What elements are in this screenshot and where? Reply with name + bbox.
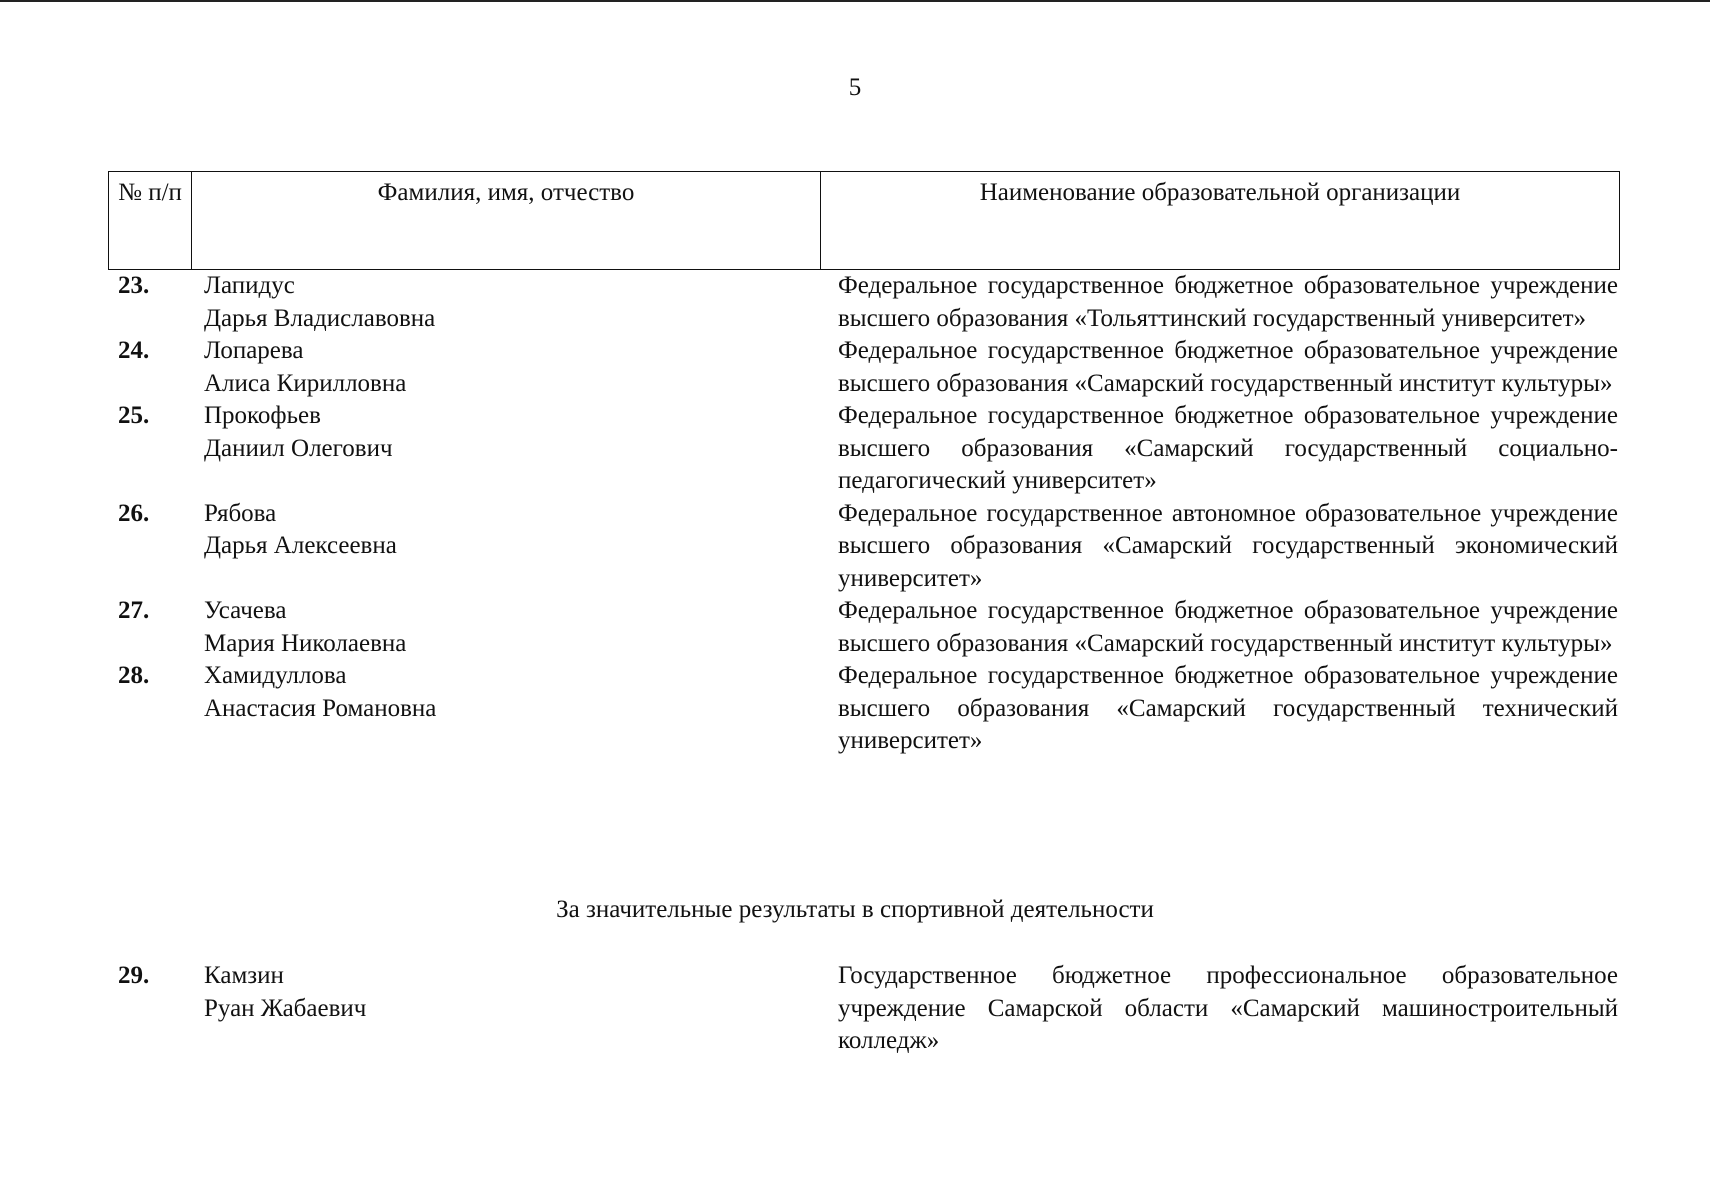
- person-name: [190, 335, 818, 400]
- row-number: 29.: [118, 962, 150, 989]
- surname: Рябова: [204, 499, 277, 527]
- given-names: Алиса Кирилловна: [204, 369, 407, 397]
- surname: Камзин: [204, 962, 284, 989]
- organization-name: Федеральное государственное автономное образовательное учреждение высшего образования «Самарский государственный экономический университет»: [838, 499, 1618, 592]
- page-number: 5: [848, 74, 862, 101]
- person-name: [190, 498, 818, 596]
- table-row: [108, 960, 1620, 1058]
- table-body-sport: [108, 960, 1620, 1058]
- organization-name: Федеральное государственное бюджетное образовательное учреждение высшего образования «Тольяттинский государственный университет»: [838, 272, 1618, 332]
- table-body: [108, 270, 1620, 758]
- header-name: Фамилия, имя, отчество: [192, 172, 821, 269]
- row-number: 27.: [118, 597, 150, 624]
- surname: Усачева: [204, 597, 287, 624]
- surname: Прокофьев: [204, 402, 321, 429]
- given-names: Мария Николаевна: [204, 629, 407, 657]
- person-name: [190, 400, 818, 498]
- table-row: [108, 660, 1620, 758]
- row-number: 25.: [118, 402, 150, 429]
- organization-name: Федеральное государственное бюджетное образовательное учреждение высшего образования «Самарский государственный технический университет»: [838, 662, 1618, 754]
- organization-name: Федеральное государственное бюджетное образовательное учреждение высшего образования «Самарский государственный институт культуры»: [838, 337, 1618, 397]
- person-name: [190, 960, 818, 1058]
- given-names: Анастасия Романовна: [204, 694, 437, 722]
- surname: Лапидус: [204, 272, 295, 299]
- row-number: 23.: [118, 272, 150, 299]
- table-row: [108, 335, 1620, 400]
- organization-name: Федеральное государственное бюджетное образовательное учреждение высшего образования «Самарский государственный институт культуры»: [838, 597, 1618, 657]
- row-number: 28.: [118, 662, 150, 689]
- table-row: [108, 270, 1620, 335]
- table-row: [108, 498, 1620, 596]
- given-names: Руан Жабаевич: [204, 994, 367, 1022]
- section-title: За значительные результаты в спортивной деятельности: [556, 896, 1154, 923]
- surname: Лопарева: [204, 337, 304, 364]
- header-number-label: № п/п: [118, 179, 182, 206]
- header-number: [109, 172, 192, 269]
- table-header: [108, 171, 1620, 270]
- organization-name: Государственное бюджетное профессиональное образовательное учреждение Самарской области «Самарский машиностроительный колледж»: [838, 962, 1618, 1054]
- person-name: [190, 660, 818, 758]
- scan-edge-line: [0, 0, 1710, 2]
- given-names: Дарья Владиславовна: [204, 304, 436, 332]
- table-row: [108, 400, 1620, 498]
- organization-name: Федеральное государственное бюджетное образовательное учреждение высшего образования «Самарский государственный социально-педагогический университет»: [838, 402, 1618, 494]
- row-number: 24.: [118, 337, 150, 364]
- row-number: 26.: [118, 499, 150, 527]
- surname: Хамидуллова: [204, 662, 347, 689]
- table-row: [108, 595, 1620, 660]
- person-name: [190, 595, 818, 660]
- given-names: Даниил Олегович: [204, 434, 393, 462]
- header-organization: Наименование образовательной организации: [979, 179, 1461, 206]
- person-name: [190, 270, 818, 335]
- given-names: Дарья Алексеевна: [204, 532, 397, 559]
